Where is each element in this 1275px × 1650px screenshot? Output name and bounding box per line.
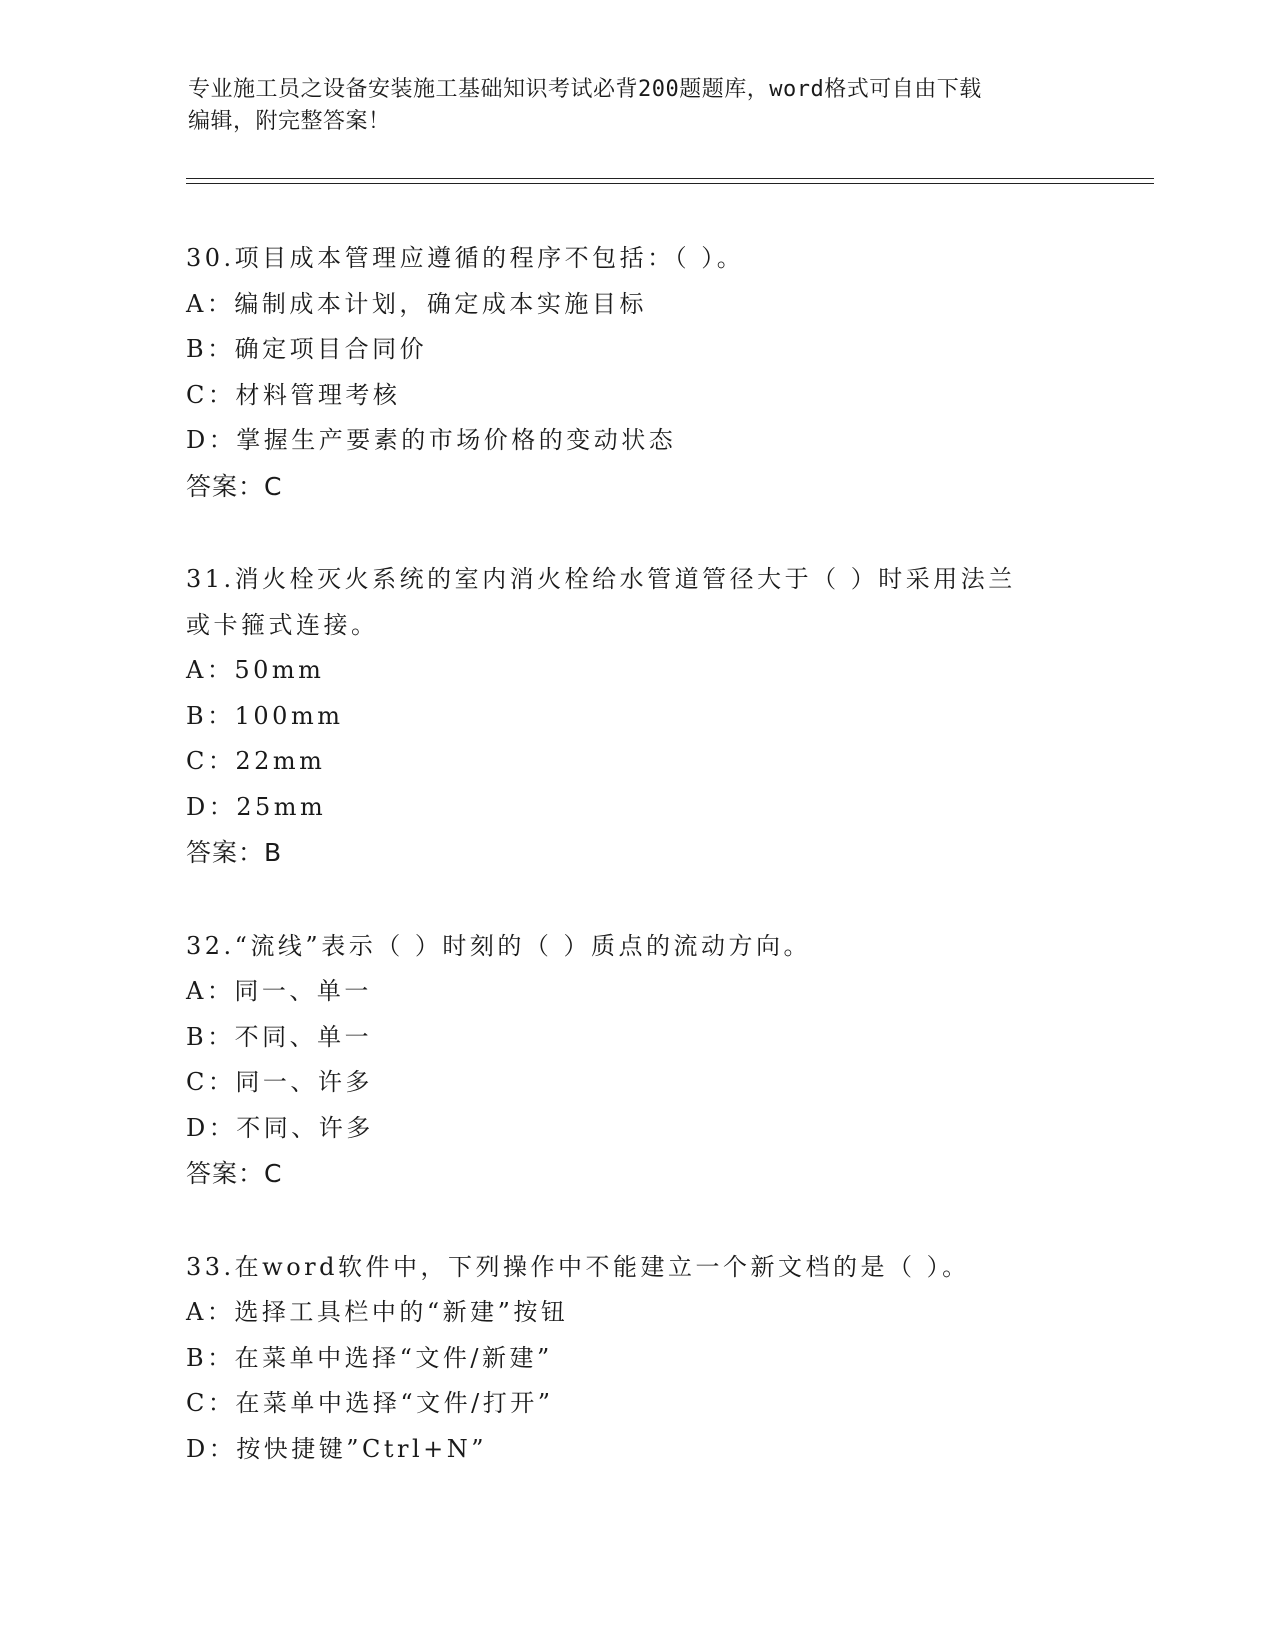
option-b: B：100mm: [186, 701, 344, 730]
option-c: C：同一、许多: [186, 1068, 373, 1096]
option-a: A：选择工具栏中的“新建”按钮: [186, 1298, 569, 1326]
option-c: C：在菜单中选择“文件/打开”: [186, 1389, 554, 1417]
answer: 答案：C: [186, 1159, 283, 1188]
header-line-1: 专业施工员之设备安装施工基础知识考试必背200题题库，word格式可自由下载: [188, 77, 982, 102]
question-stem: 30.项目成本管理应遵循的程序不包括：（ ）。: [186, 244, 745, 272]
option-a: A：同一、单一: [186, 977, 372, 1005]
option-d: D：掌握生产要素的市场价格的变动状态: [186, 426, 677, 454]
option-b: B：在菜单中选择“文件/新建”: [186, 1343, 553, 1372]
header-divider-bottom: [186, 183, 1154, 184]
option-d: D：按快捷键”Ctrl+N”: [186, 1434, 488, 1463]
header-line-2: 编辑，附完整答案！: [188, 109, 391, 134]
option-a: A：50mm: [186, 656, 325, 684]
question-32: [186, 924, 1086, 1197]
question-stem: 33.在word软件中，下列操作中不能建立一个新文档的是（ ）。: [186, 1252, 970, 1281]
option-c: C：22mm: [186, 747, 326, 775]
option-b: B：不同、单一: [186, 1022, 373, 1051]
document-header: [188, 74, 1088, 138]
option-d: D：不同、许多: [186, 1113, 374, 1142]
question-31: [186, 557, 1086, 876]
option-c: C：材料管理考核: [186, 380, 401, 409]
header-divider-top: [186, 178, 1154, 179]
option-a: A：编制成本计划，确定成本实施目标: [186, 289, 647, 318]
question-stem: 32.“流线”表示（ ）时刻的（ ）质点的流动方向。: [186, 931, 811, 960]
answer: 答案：C: [186, 471, 283, 501]
question-list: [186, 236, 1086, 1472]
question-gap: [186, 509, 1086, 557]
question-30: [186, 236, 1086, 509]
question-stem: 31.消火栓灭火系统的室内消火栓给水管道管径大于（ ）时采用法兰: [186, 565, 1016, 593]
answer: 答案：B: [186, 838, 283, 867]
question-gap: [186, 876, 1086, 924]
question-stem-continued: 或卡箍式连接。: [186, 610, 379, 639]
question-gap: [186, 1197, 1086, 1245]
option-b: B：确定项目合同价: [186, 335, 428, 363]
option-d: D：25mm: [186, 792, 327, 821]
question-33: [186, 1245, 1086, 1473]
